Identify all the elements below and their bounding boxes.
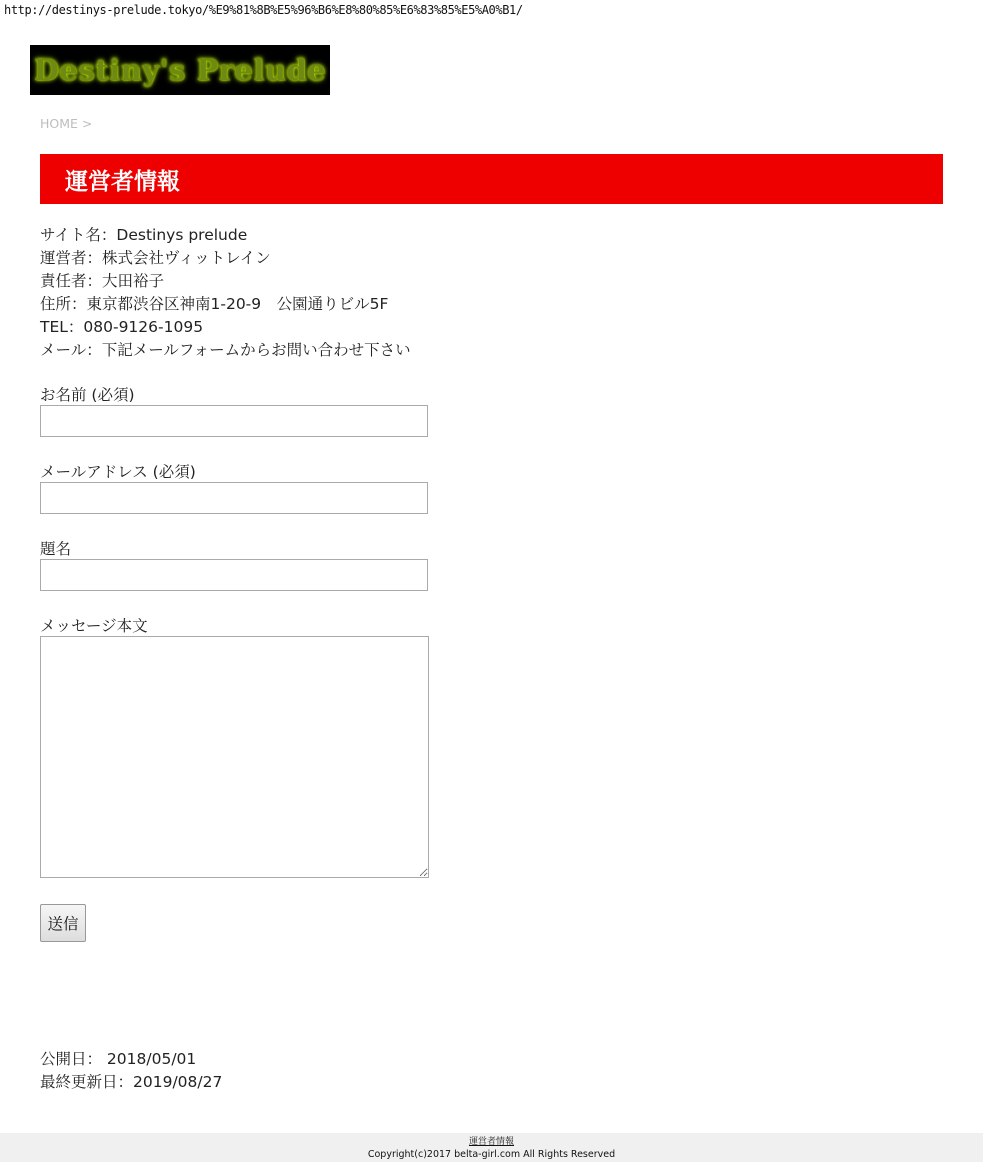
breadcrumb (40, 116, 92, 131)
breadcrumb-separator: > (81, 116, 93, 131)
updated-date: 最終更新日：2019/08/27 (40, 1073, 223, 1091)
name-label: お名前 (必須) (40, 386, 135, 404)
copyright-text: Copyright(c)2017 belta-girl.com All Rights Reserved (367, 1149, 616, 1160)
message-textarea[interactable] (40, 636, 429, 878)
info-tel: TEL：080-9126-1095 (40, 318, 204, 336)
email-label: メールアドレス (必須) (40, 463, 196, 481)
breadcrumb-home-link[interactable]: HOME (40, 116, 78, 131)
page-dates (40, 1048, 222, 1094)
operator-info (40, 224, 411, 362)
info-operator: 運営者：株式会社ヴィットレイン (40, 249, 271, 267)
subject-input[interactable] (40, 559, 428, 591)
page-title-bar (40, 154, 943, 204)
footer-operator-info-link[interactable]: 運営者情報 (468, 1137, 514, 1147)
message-label: メッセージ本文 (40, 617, 148, 635)
info-mail: メール：下記メールフォームからお問い合わせ下さい (40, 341, 411, 359)
info-manager: 責任者：大田裕子 (40, 272, 165, 290)
logo-text: Destiny's Prelude (33, 53, 327, 87)
url-bar: http://destinys-prelude.tokyo/%E9%81%8B%E5%96%B6%E8%80%85%E6%83%85%E5%A0%B1/ (4, 3, 523, 17)
name-input[interactable] (40, 405, 428, 437)
page-title: 運営者情報 (65, 168, 180, 195)
published-date: 公開日： 2018/05/01 (40, 1050, 197, 1068)
subject-label: 題名 (40, 540, 72, 558)
email-input[interactable] (40, 482, 428, 514)
info-site-name: サイト名：Destinys prelude (40, 226, 248, 244)
footer (0, 1133, 983, 1162)
site-logo[interactable] (30, 45, 330, 95)
info-address: 住所：東京都渋谷区神南1-20-9 公園通りビル5F (40, 295, 389, 313)
submit-button[interactable]: 送信 (40, 904, 86, 942)
